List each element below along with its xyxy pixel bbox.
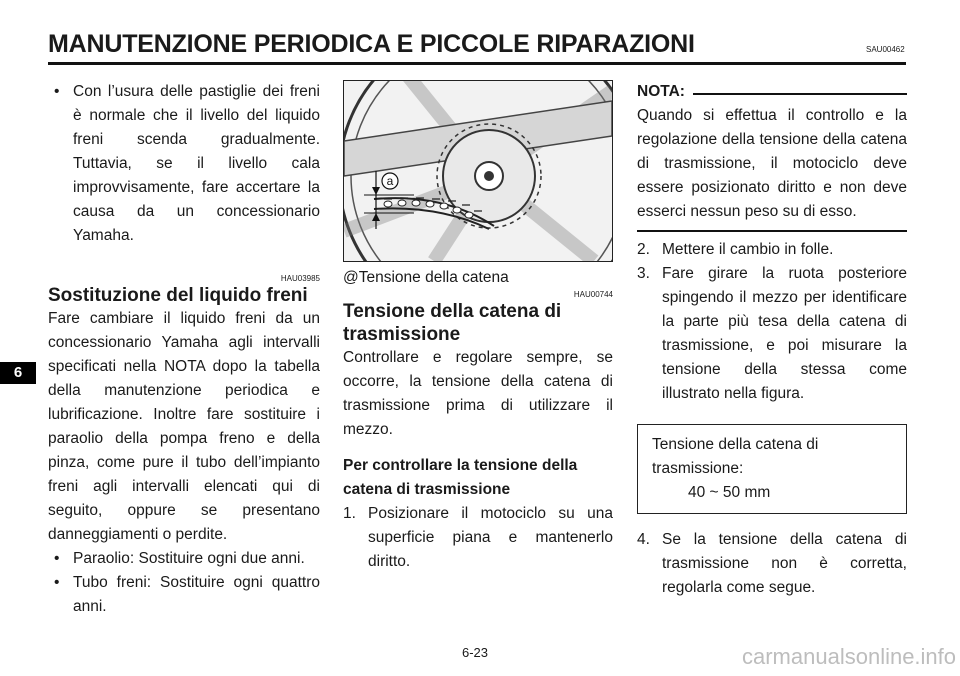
title-divider [48,62,906,65]
subheading: Per controllare la tensione della catena di trasmissione [343,457,578,498]
note-header [637,80,907,104]
bullet-text: Con l’usura delle pastiglie dei freni è normale che il livello del liquido freni scenda gradualmente. Tuttavia, se il livello cala improvvisamente, fare accertare la causa da un concessionario Yamaha. [73,83,320,244]
list-item [48,571,320,619]
figure-label-a: a [386,174,394,188]
step-number: 1. [343,505,356,522]
step-text: Mettere il cambio in folle. [662,241,834,258]
note-rule [693,93,907,95]
bullet-icon: • [54,83,60,100]
step-number: 2. [637,241,650,258]
bullet-text: Paraolio: Sostituire ogni due anni. [73,550,305,567]
caption-marker: @ [343,269,359,286]
list-item [48,80,320,248]
spec-label: Tensione della catena di trasmissione: [652,436,819,477]
note-text: Quando si effettua il controllo e la regolazione della tensione della catena di trasmissione, il motociclo deve essere posizionato diritto e non deve esserci nessun peso su di esso. [637,107,907,220]
column-left [48,80,320,619]
note-label: NOTA: [637,83,685,100]
spec-box [637,424,907,514]
figure-caption [343,266,613,290]
chain-illustration [344,81,612,261]
bullet-icon: • [54,574,60,591]
section-heading: Sostituzione del liquido freni [48,285,308,306]
paragraph: Fare cambiare il liquido freni da un concessionario Yamaha agli intervalli specificati nella NOTA dopo la tabella della manutenzione periodica e lubrificazione. Inoltre fare sostituire i paraolio della pompa freno e della pinza, come pure il tubo dell’impianto freni agli intervalli elencati qui di seguito, oppure se presentano danneggiamenti o perdite. [48,310,320,543]
section-code: HAU03985 [280,274,320,283]
step-text: Posizionare il motociclo su una superficie piana e mantenerlo diritto. [368,505,613,570]
section-code: HAU00744 [573,290,613,299]
section-heading: Tensione della catena di trasmissione [343,301,562,345]
bullet-icon: • [54,550,60,567]
step-text: Fare girare la ruota posteriore spingendo il mezzo per identificare la parte più tesa della catena di trasmissione, e poi misurare la tensione della stessa come illustrato nella figura. [662,265,907,402]
list-item [637,528,907,600]
caption-text: Tensione della catena [358,269,509,286]
chapter-tab: 6 [0,362,36,384]
list-item [637,238,907,262]
page-title: MANUTENZIONE PERIODICA E PICCOLE RIPARAZIONI [48,30,695,58]
list-item [48,547,320,571]
page-number: 6-23 [462,645,489,660]
step-number: 3. [637,265,650,282]
section-code: SAU00462 [866,45,905,54]
note-end-rule [637,230,907,232]
bullet-text: Tubo freni: Sostituire ogni quattro anni. [73,574,320,615]
watermark: carmanualsonline.info [742,644,957,669]
paragraph: Controllare e regolare sempre, se occorre, la tensione della catena di trasmissione prima di utilizzare il mezzo. [343,349,613,438]
chain-figure [343,80,613,262]
list-item [637,262,907,406]
step-number: 4. [637,531,650,548]
column-middle [343,80,613,574]
step-text: Se la tensione della catena di trasmissione non è corretta, regolarla come segue. [662,531,907,596]
list-item [343,502,613,574]
spec-value: 40 ~ 50 mm [688,484,771,501]
column-right [637,80,907,600]
